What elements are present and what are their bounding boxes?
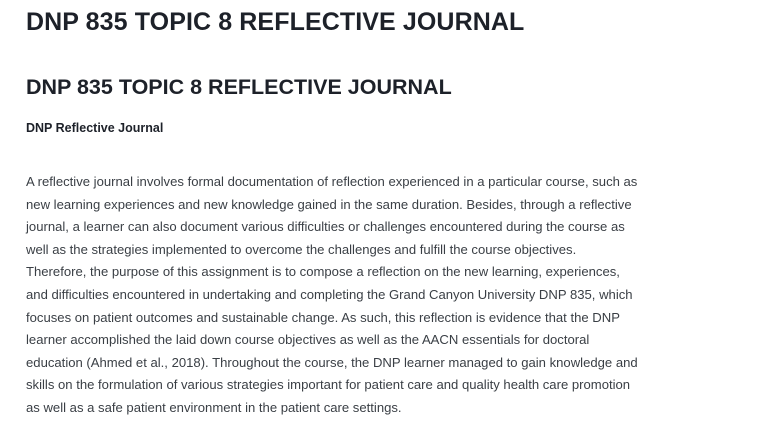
paragraph-line: skills on the formulation of various strategies important for patient care and quality health care promotion	[26, 377, 631, 393]
paragraph-line: new learning experiences and new knowledge gained in the same duration. Besides, through a reflective	[26, 196, 632, 212]
paragraph-line: well as the strategies implemented to overcome the challenges and fulfill the course objectives.	[26, 241, 577, 257]
paragraph-line: education (Ahmed et al., 2018). Throughout the course, the DNP learner managed to gain knowledge and	[26, 354, 638, 370]
paragraph-line: journal, a learner can also document various difficulties or challenges encountered during the course as	[26, 219, 625, 235]
subheading: DNP Reflective Journal	[26, 121, 164, 135]
paragraph-line: focuses on patient outcomes and sustainable change. As such, this reflection is evidence that the DNP	[26, 309, 620, 325]
paragraph-line: and difficulties encountered in undertaking and completing the Grand Canyon University DNP 835, which	[26, 286, 633, 302]
paragraph-line: learner accomplished the laid down course objectives as well as the AACN essentials for doctoral	[26, 332, 590, 348]
paragraph-line: Therefore, the purpose of this assignment is to compose a reflection on the new learning, experiences,	[26, 264, 620, 280]
paragraph-line: as well as a safe patient environment in the patient care settings.	[26, 399, 402, 415]
body-paragraph	[26, 171, 742, 420]
section-heading: DNP 835 TOPIC 8 REFLECTIVE JOURNAL	[26, 75, 452, 99]
paragraph-line: A reflective journal involves formal documentation of reflection experienced in a particular course, such as	[26, 174, 638, 189]
page-title: DNP 835 TOPIC 8 REFLECTIVE JOURNAL	[26, 8, 525, 36]
